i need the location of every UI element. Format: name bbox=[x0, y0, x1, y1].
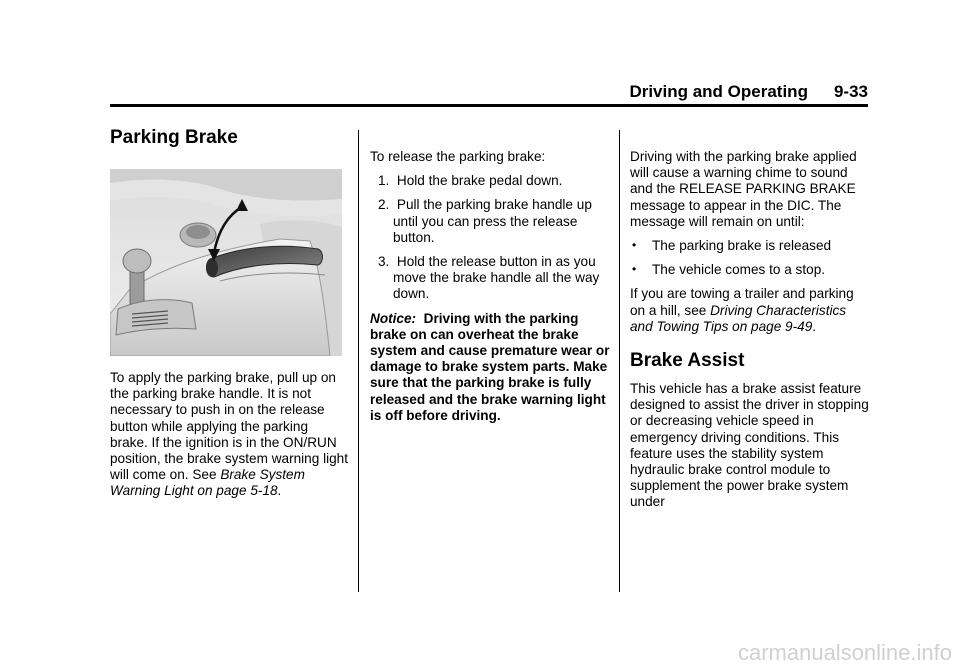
column-1 bbox=[110, 126, 348, 500]
column-3 bbox=[630, 149, 870, 511]
release-step-2 bbox=[370, 197, 610, 246]
header-text bbox=[629, 82, 868, 102]
watermark: carmanualsonline.info bbox=[737, 640, 952, 665]
towing-tips-link[interactable]: Driving Characteristics and Towing Tips on page 9-49 bbox=[630, 302, 847, 334]
apply-text: To apply the parking brake, pull up on the parking brake handle. It is not necessary to push in on the release button while applying the parking brake. If the ignition is in the ON/RUN position, the brake system warning light will come on. See bbox=[110, 370, 349, 483]
release-steps-list bbox=[370, 173, 610, 302]
column-2 bbox=[370, 149, 610, 424]
brake-warning-light-link[interactable]: Brake System Warning Light on page 5-18 bbox=[110, 467, 305, 499]
column-divider-2 bbox=[619, 130, 620, 592]
chime-conditions-list bbox=[630, 238, 870, 278]
apply-instructions bbox=[110, 370, 348, 500]
release-step-1 bbox=[370, 173, 610, 189]
step-number: 1. bbox=[378, 173, 390, 189]
release-step-3 bbox=[370, 254, 610, 303]
header-page-number: 9-33 bbox=[833, 82, 868, 101]
release-intro: To release the parking brake: bbox=[370, 149, 546, 164]
chime-intro: Driving with the parking brake applied will cause a warning chime to sound and the RELEASE PARKING BRAKE message to appear in the DIC. The message will remain on until: bbox=[630, 149, 857, 229]
towing-end: . bbox=[812, 318, 817, 334]
apply-end: . bbox=[277, 483, 282, 499]
column-divider-1 bbox=[358, 130, 359, 592]
towing-text: If you are towing a trailer and parking on a hill, see bbox=[630, 286, 854, 318]
chime-condition-1: • The parking brake is released bbox=[630, 238, 870, 254]
step-text: Hold the release button in as you move the brake handle all the way down. bbox=[393, 254, 600, 302]
brake-assist-heading: Brake Assist bbox=[630, 350, 745, 372]
notice-text: Driving with the parking brake on can overheat the brake system and cause premature wear or damage to brake system parts. Make sure that the parking brake is fully released and the brake warning light is off before driving. bbox=[370, 310, 610, 423]
parking-brake-illustration bbox=[110, 169, 342, 356]
brake-assist-text: This vehicle has a brake assist feature designed to assist the driver in stopping or decreasing vehicle speed in emergency driving conditions. This feature uses the stability system hydraulic brake control module to supplement the power brake system under bbox=[630, 381, 869, 510]
chime-condition-2: • The vehicle comes to a stop. bbox=[630, 262, 870, 278]
header-rule bbox=[110, 104, 868, 107]
parking-brake-heading: Parking Brake bbox=[110, 127, 238, 148]
header-section: Driving and Operating bbox=[629, 82, 808, 101]
step-number: 2. bbox=[378, 197, 390, 213]
notice-label: Notice: bbox=[370, 310, 417, 326]
notice-paragraph bbox=[370, 311, 610, 424]
towing-paragraph bbox=[630, 286, 870, 335]
parking-brake-illustration-svg bbox=[110, 169, 342, 356]
step-text: Pull the parking brake handle up until you can press the release button. bbox=[393, 197, 592, 245]
step-number: 3. bbox=[378, 254, 390, 270]
step-text: Hold the brake pedal down. bbox=[396, 173, 563, 189]
